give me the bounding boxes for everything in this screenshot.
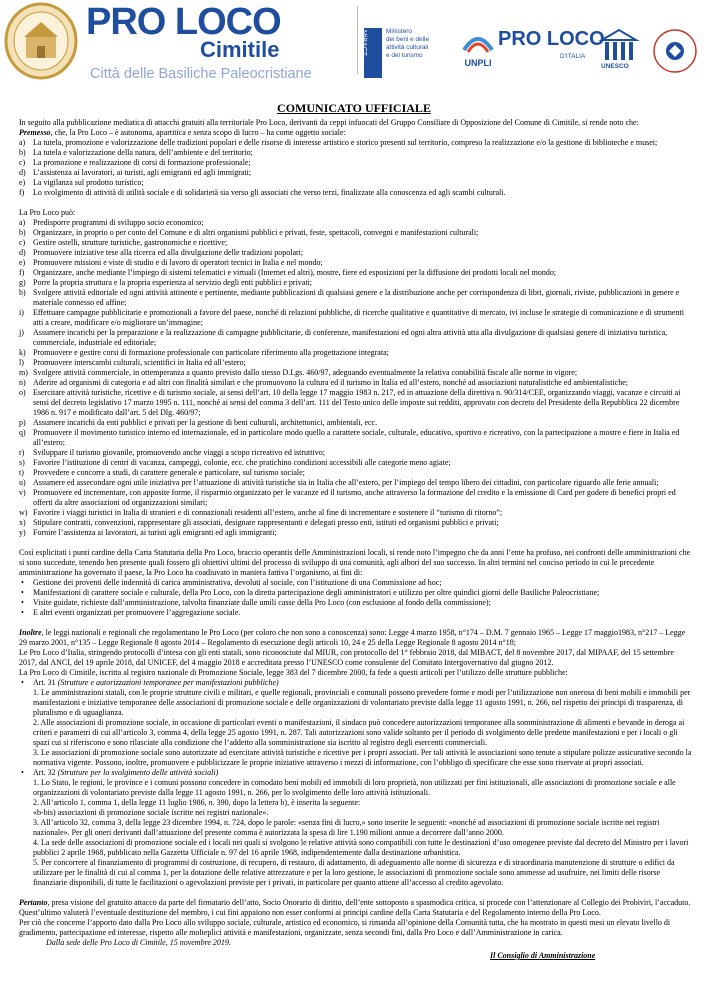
art32-comma: 2. All’articolo 1, comma 1, della legge 11 luglio 1986, n. 390, dopo la lettera b), è inserita la seguente: <box>33 798 361 807</box>
list-item: x) Stipulare contratti, convenzioni, rappresentare gli associati, designare rappresentanti e delegati presso enti, istituti ed organismi pubblici e privati; <box>19 518 499 527</box>
art31-heading: • Art. 31 (Strutture e autorizzazioni temporanee per manifestazioni pubbliche) <box>21 678 279 687</box>
list-item: y) Fornire l’assistenza ai lavoratori, ai turisti agli emigranti ed agli immigranti; <box>19 528 277 537</box>
art32-comma: 5. Per concorrere al finanziamento di programmi di costruzione, di recupero, di restauro, di adattamento, di adeguamento alle norme di sicurezza e di straordinaria manutenzione di strutture o edifici da utilizzare per le finalità di cui al comma 1, per la dotazione delle relative attrezzature e per la loro gestione, le associazioni di promozione sociale sono ammesse ad usufruire, nei limiti delle risorse finanziarie disponibili, di tutte le facilitazioni o agevolazioni previste per i privati, in particolare per quanto attiene all’accesso al credito agevolato. <box>33 858 675 887</box>
list-item: l) Promuovere interscambi culturali, scientifici in Italia ed all’estero; <box>19 358 246 367</box>
list-item: m) Svolgere attività commerciale, in ottemperanza a quanto previsto dallo stesso D.Lgs. 460/97, adeguando eventualmente la relativa contabilità fiscale alle norme in vigore; <box>19 368 578 377</box>
proloco-italia-sub: D'ITALIA <box>560 53 586 60</box>
list-item: e) Promuovere missioni e viste di studio e di lavoro di operatori tecnici in Italia e nel mondo; <box>19 258 323 267</box>
list-item: c) La promozione e realizzazione di corsi di formazione professionale; <box>19 158 251 167</box>
art32-body <box>19 778 693 888</box>
puo-heading: La Pro Loco può: <box>19 208 76 217</box>
inoltre-paragraph: Inoltre, le leggi nazionali e regionali che regolamentano le Pro Loco (per coloro che non sono a conoscenza) sono: Legge 4 marzo 1958, n°174 – D.M. 7 gennaio 1965 – Legge 17 maggio1983, n°217 – Legge 29 marzo 2001, n°135 – Legge Regionale 8 agosto 2014 – Regolamento di esecuzione degli articoli 10, 24 e 25 della Legge Regionale 8 agosto 2014 n°18; <box>19 628 686 647</box>
unpli-text: UNPLI <box>464 58 492 68</box>
list-item: f) Organizzare, anche mediante l’impiego di sistemi telematici e virtuali (Internet ed altri), mostre, fiere ed esposizioni per la diffusione dei prodotti locali nel mondo; <box>19 268 557 277</box>
servizio-civile-logo <box>652 28 698 74</box>
pertanto-paragraph: Pertanto, presa visione del gratuito attacco da parte del firmatario dell’atto, Socio Onorario di diritto, dell’ente sottoposto a spasmodica critica, si procede con l’attenzionare al Collegio dei Probiviri, l’accaduto. Quest’ultimo valuterà l’eventuale destituzione del membro, i cui fini appaiono non esser conformi ai principi cardine della Carta Statutaria e del Regolamento interno della Pro Loco. <box>19 898 691 917</box>
list-item: d) Promuovere iniziative tese alla ricerca ed alla divulgazione delle tradizioni popolari; <box>19 248 304 257</box>
letterhead <box>0 0 708 95</box>
list-item: c) Gestire ostelli, strutture turistiche, gastronomiche e ricettive; <box>19 238 228 247</box>
list-item: k) Promuovere e gestire corsi di formazione professionale con particolare riferimento alla progettazione integrata; <box>19 348 389 357</box>
list-item: s) Favorire l’istituzione di centri di vacanza, campeggi, colonie, ecc. che pratichino condizioni accessibili alle categorie meno agiate; <box>19 458 451 467</box>
art32-comma: 1. Lo Stato, le regioni, le province e i comuni possono concedere in comodato beni mobili ed immobili di loro proprietà, non utilizzati per fini istituzionali, alle associazioni di promozione sociale e alle organizzazioni di volontariato previste dalla legge 11 agosto 1991, n. 266, per lo svolgimento delle loro attività istituzionali. <box>33 778 676 797</box>
date-line: Dalla sede delle Pro Loco di Cimitile, 15 novembre 2019. <box>46 938 231 947</box>
brand-subtitle: Città delle Basiliche Paleocristiane <box>90 66 312 82</box>
oggetto-sociale-list <box>19 138 693 198</box>
cosi-paragraph: Così esplicitati i punti cardine della Carta Statutaria della Pro Loco, braccio operantis delle Amministrazioni locali, si rende noto l’impegno che da anni l’ente ha profuso, nei confronti delle amministrazioni che si sono succedute, tenendo ben presente quali fossero gli obiettivi ultimi del processo di sviluppo di una comunità, agli albori del suo successo. In altri termini nel conciso periodo in cui le precedente amministrazione ha governato il paese, la Pro Loco ha coadiuvato in maniera fattiva l’organismo, ai fini di: <box>19 548 691 577</box>
attivita-list <box>19 218 693 538</box>
list-item: p) Assumere incarichi da enti pubblici e privati per la gestione di beni culturali, architettonici, ambientali, ecc. <box>19 418 378 427</box>
list-item: n) Aderire ad organismi di categoria e ad altri con finalità similari e che promuovono la cultura ed il turismo in Italia ed all’estero, nonché ad associazioni naturalistiche ed ambientalistiche; <box>19 378 628 387</box>
document-title: COMUNICATO UFFICIALE <box>277 101 431 115</box>
art32-heading: • Art. 32 (Strutture per lo svolgimento delle attività sociali) <box>21 768 219 777</box>
art32-comma: 3. All’articolo 32, comma 3, della legge 23 dicembre 1994, n. 724, dopo le parole: «senza fini di lucro,» sono inserite le seguenti: «nonché ad associazioni di promozione sociale iscritte nei registri nazionale». Per gli oneri derivanti dall’attuazione del presente comma è autorizzata la spesa di lire 1.190 milioni annue a decorrere dall’anno 2000. <box>33 818 660 837</box>
bullet-item: • Manifestazioni di carattere sociale e culturale, della Pro Loco, con la diretta partecipazione degli amministratori e utilizzo per oltre quindici giorni delle Basiliche Paleocristiane; <box>21 588 600 597</box>
list-item: i) Effettuare campagne pubblicitarie e promozionali a favore del paese, nonché di relazioni pubbliche, di ricerche qualitative e quantitative di mercato, ivi incluse le strategie di comunicazione e di strumenti atti a creare, modificare e/o migliorare un’immagine; <box>19 308 684 327</box>
signature: Il Consiglio di Amministrazione <box>490 951 596 960</box>
list-item: a) La tutela, promozione e valorizzazione delle tradizioni popolari e delle risorse di interesse artistico e storico presenti sul territorio, compreso la realizzazione e/o la gestione di biblioteche e musei; <box>19 138 658 147</box>
list-item: a) Predisporre programmi di sviluppo socio economico; <box>19 218 204 227</box>
document-body <box>19 118 693 938</box>
list-item: e) La vigilanza sul prodotto turistico; <box>19 178 144 187</box>
bullet-item: • Visite guidate, richieste dall’amministrazione, talvolta finanziate dalle umili casse della Pro Loco (con esclusione al fondo della commissione); <box>21 598 491 607</box>
art32-comma: 4. La sede delle associazioni di promozione sociale ed i locali nei quali si svolgono le relative attività sono compatibili con tutte le destinazioni d’uso omogenee previste dal decreto del Ministro per i lavori pubblici 2 aprile 1968, pubblicato nella Gazzetta Ufficiale n. 97 del 16 aprile 1968, indipendentemente dalla destinazione urbanistica. <box>33 838 689 857</box>
art31-comma: 2. Alle associazioni di promozione sociale, in occasione di particolari eventi o manifestazioni, il sindaco può concedere autorizzazioni temporanee alla somministrazione di alimenti e bevande in deroga ai criteri e parametri di cui all’articolo 3, comma 4, della legge 25 agosto 1991, n. 287. Tali autorizzazioni sono valide soltanto per il periodo di svolgimento delle predette manifestazioni e per i locali o gli spazi cui si riferiscono e sono rilasciate alla condizione che l’addetto alla somministrazione sia iscritto al registro degli esercenti commerciali. <box>33 718 685 747</box>
art31-comma: 1. Le amministrazioni statali, con le proprie strutture civili e militari, e quelle regionali, provinciali e comunali possono prevedere forme e modi per l’utilizzazione non onerosa di beni mobili e immobili per manifestazioni e iniziative temporanee delle associazioni di promozione sociale e delle organizzazioni di volontariato previste dalla legge 11 agosto 1991, n. 266, nel rispetto dei principi di trasparenza, di pluralismo e di uguaglianza. <box>33 688 691 717</box>
apporto-paragraph: Per ciò che concerne l’apporto dato dalla Pro Loco allo sviluppo sociale, culturale, artistico ed economico, si rimanda all’opinione della Comunità tutta, che ha mostrato in questi mesi un elevato livello di gradimento, partecipazione ed interesse, rispetto alle molteplici attività e manifestazioni, organizzate, senza secondi fini, dalla Pro Loco e dall’Amministrazione in carica. <box>19 918 671 937</box>
protocolli-paragraph: Le Pro Loco d’Italia, stringendo protocolli d’intesa con gli enti statali, sono riconosciute dal MIUR, con protocollo del 1° febbraio 2018, dal MIBACT, del 8 novembre 2017, dal MIPAAF, del 15 settembre 2017, dal ANCI, del 19 aprile 2018, dal UNICEF, del 4 maggio 2018 e accreditata presso l’UNESCO come consulente del Comitato Intergovernativo dal giugno 2012. <box>19 648 674 667</box>
list-item: t) Provvedere e concorre a studi, di carattere generale e particolare, sul turismo sociale; <box>19 468 305 477</box>
list-item: q) Promuovere il movimento turistico interno ed internazionale, ed in particolare modo quello a carattere sociale, culturale, educativo, sportivo e ricreativo, con la partecipazione a mostre e fiere in Italia ed all’estero; <box>19 428 680 447</box>
proloco-italia-logo: PRO LOCO <box>498 28 605 50</box>
list-item: u) Assumere ed assecondare ogni utile iniziativa per l’attuazione di attività turistiche sia in Italia che all’estero, per l’impiego del tempo libero dei cittadini, con particolare riguardo alle ferie annuali; <box>19 478 659 487</box>
intro-paragraph: In seguito alla pubblicazione mediatica di attacchi gratuiti alla territoriale Pro Loco, derivanti da ceppi infuocati del Gruppo Consiliare di Opposizione del Comune di Cimitile, si rende noto che: <box>19 118 639 127</box>
seal-logo <box>4 2 78 80</box>
iscrizione-paragraph: La Pro Loco di Cimitile, iscritta al registro nazionale di Promozione Sociale, legge 383 del 7 dicembre 2000, fa fede a questi articoli per l’utilizzo delle strutture pubbliche: <box>19 668 568 677</box>
unpli-logo <box>460 28 496 72</box>
list-item: b) Organizzare, in proprio o per conto del Comune e di altri organismi pubblici e privati, feste, spettacoli, convegni e manifestazioni culturali; <box>19 228 479 237</box>
unesco-label: UNESCO <box>601 63 629 70</box>
list-item: b) La tutela e valorizzazione della natura, dell’ambiente e del territorio; <box>19 148 253 157</box>
impegno-list <box>19 578 693 618</box>
list-item: j) Assumere incarichi per la preparazione e la realizzazione di campagne pubblicitarie, di conferenze, manifestazioni ed ogni altra attività atta alla divulgazione di qualsiasi genere di iniziativa turistica, commerciale, industriale ed editoriale; <box>19 328 668 347</box>
brand-cimitile: Cimitile <box>200 37 280 62</box>
list-item: g) Porre la propria struttura e la propria esperienza al servizio degli enti pubblici e privati; <box>19 278 313 287</box>
ministero-label: Ministero dei beni e delle attività culturali e del turismo <box>386 28 429 59</box>
list-item: r) Sviluppare il turismo giovanile, promuovendo anche viaggi a scopo ricreativo ed istruttivo; <box>19 448 325 457</box>
list-item: f) Lo svolgimento di attività di utilità sociale e di solidarietà sia verso gli associati che verso terzi, finalizzate alla conoscenza ed agli scambi culturali. <box>19 188 506 197</box>
list-item: h) Svolgere attività editoriale ed ogni attività attinente e pertinente, mediante pubblicazioni di qualsiasi genere e la distribuzione anche per corrispondenza di libri, giornali, riviste, pubblicazioni in genere e materiale connesso ed affine; <box>19 288 680 307</box>
mibact-label: MiBACT <box>360 30 367 57</box>
list-item: d) L’assistenza ai lavoratori, ai turisti, agli emigranti ed agli immigrati; <box>19 168 252 177</box>
list-item: o) Esercitare attività turistiche, ricettive e di turismo sociale, ai sensi dell’art. 10 della legge 17 maggio 1983 n. 217, ed in attuazione della direttiva n. 90/314/CEE, organizzando viaggi, vacanze e circuiti ai sensi del decreto legislativo 17 marzo 1995 n. 111, nonché ai sensi del comma 3 dell’art. 111 del Testo unico delle imposte sui redditi, approvato con decreto del Presidente della Repubblica 22 dicembre 1986 n. 917 e modificato dall’art. 5 del Dlg. 460/97; <box>19 388 681 417</box>
list-item: v) Promuovere ed incrementare, con apposite forme, il risparmio organizzato per le vacanze ed il turismo, anche attraverso la formazione del credito e la emissione di Card per godere di benefici propri ed offerti da altre associazioni od organizzazioni similari; <box>19 488 676 507</box>
premesso-paragraph: Premesso, che, la Pro Loco – è autonoma, apartitica e senza scopo di lucro – ha come oggetto sociale: <box>19 128 346 137</box>
bullet-item: • E altri eventi organizzati per promuovere l’aggregazione sociale. <box>21 608 241 617</box>
list-item: w) Favorire i viaggi turistici in Italia di stranieri e di connazionali residenti all’estero, anche al fine di incrementare e sostenere il “turismo di ritorno”; <box>19 508 503 517</box>
art32-comma: «b-bis) associazioni di promozione sociale iscritte nei registri nazionale». <box>33 808 269 817</box>
bullet-item: • Gestione dei proventi delle indennità di carica amministrativa, devoluti al sociale, con l’istituzione di una Commissione ad hoc; <box>21 578 442 587</box>
brand-pro-loco: PRO LOCO <box>86 1 281 43</box>
art31-comma: 3. Le associazioni di promozione sociale sono autorizzate ad esercitare attività turistiche e ricettive per i propri associati. Per tali attività le associazioni sono tenute a stipulare polizze assicurative secondo la normativa vigente. Possono, inoltre, promuovere e pubblicizzare le proprie iniziative attraverso i mezzi di informazione, con l’obbligo di specificare che esse sono riservate ai propri associati. <box>33 748 692 767</box>
art31-body <box>19 688 693 768</box>
